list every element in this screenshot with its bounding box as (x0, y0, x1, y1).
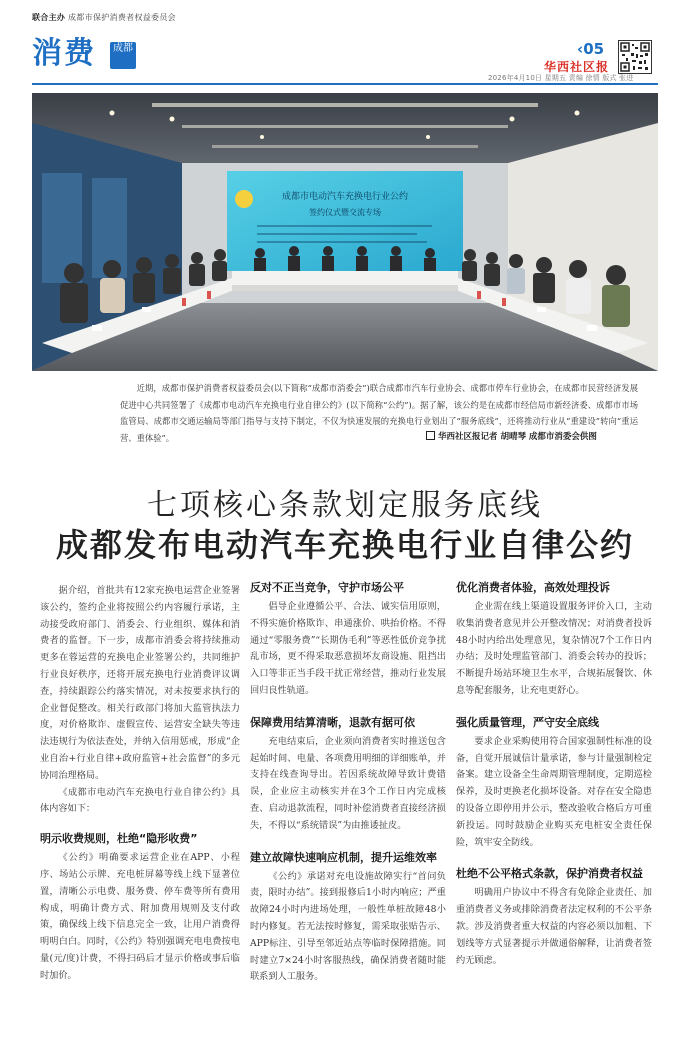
subheading-format-clauses: 杜绝不公平格式条款，保护消费者权益 (456, 867, 643, 881)
page-arrow-icon: ‹ (577, 40, 584, 58)
article-paragraph: 企业需在线上渠道设置服务评价入口，主动收集消费者意见并公开整改情况；对消费者投诉48小时内给出处理意见，复杂情况7个工作日内办结；及时处理监管部门、消委会转办的投诉；不断提升场站环境卫生水平，合规拓展餐饮、休息等配套服务，让充电更舒心。 (456, 601, 652, 696)
article-paragraph: 明确用户协议中不得含有免除企业责任、加重消费者义务或排除消费者法定权利的不公平条款。涉及消费者重大权益的内容必须以加粗、下划线等方式显著提示并做通俗解释，让消费者签约无顾虑。 (456, 887, 652, 966)
subheading-fee-rules: 明示收费规则，杜绝“隐形收费” (40, 832, 198, 846)
photo-caption: 近期，成都市保护消费者权益委员会(以下简称“成都市消委会”)联合成都市汽车行业协会、成都市停车行业协会，在成都市民营经济发展促进中心共同签署了《成都市电动汽车充换电行业自律公约》(以下简称“公约”)。据了解，该公约是在成都市经信局市新经济委、成都市市场监管局、成都市交通运输局等部门指导与支持下制定，不仅为快速发展的充换电行业划出了“服务底线”，还将推动行业从“重建设”转向“重运营、重体验”。 (120, 383, 638, 443)
qr-code-icon (618, 40, 652, 74)
headline-upper: 七项核心条款划定服务底线 (147, 488, 543, 523)
credit-box-icon (426, 431, 435, 440)
article-paragraph: 要求企业采购使用符合国家强制性标准的设备，自觉开展诚信计量承诺，参与计量强制检定备案。建立设备全生命周期管理制度，定期巡检保养，及时更换老化损坏设备。对存在安全隐患的设备立即停用并公示，整改验收合格后方可重新投运。同时鼓励企业购买充电桩安全责任保险，筑牢安全防线。 (456, 735, 652, 848)
article-column-2 (250, 579, 446, 986)
headline-main: 成都发布电动汽车充换电行业自律公约 (55, 526, 634, 564)
newspaper-name: 华西社区报 (544, 60, 610, 74)
article-column-3 (456, 579, 652, 969)
article-paragraph: 《成都市电动汽车充换电行业自律公约》具体内容如下： (40, 786, 240, 815)
screen-subtitle: 签约仪式暨交流专场 (309, 208, 381, 217)
subheading-fault-response: 建立故障快速响应机制，提升运维效率 (250, 850, 437, 864)
section-title: 消费 (32, 36, 96, 71)
article-paragraph: 倡导企业遵循公平、合法、诚实信用原则，不得实施价格欺诈、串通涨价、哄抬价格。不得通过“零服务费”“长期伪毛利”等恶性低价竞争扰乱市场，更不得采取恶意损坏友商设施、阻挡出入口等非正当手段干扰正常经营，推动行业发展回归良性轨道。 (250, 601, 446, 696)
subheading-safety: 强化质量管理，严守安全底线 (456, 715, 599, 729)
screen-title: 成都市电动汽车充换电行业公约 (281, 192, 409, 202)
sponsor-text: 成都市保护消费者权益委员会 (68, 13, 176, 22)
article-paragraph: 充电结束后，企业须向消费者实时推送包含起始时间、电量、各项费用明细的详细账单，并支持在线查询导出。若因系统故障导致计费错误，企业应主动核实并在3个工作日内完成核查、启动退款流程，同时补偿消费者直接经济损失，不得以“系统错误”为由推诿扯皮。 (250, 735, 446, 831)
credit-text: 华西社区报记者 胡晴琴 成都市消委会供图 (438, 432, 597, 442)
article-column-1 (40, 583, 240, 985)
section-subtitle: 成都 (110, 42, 136, 69)
photo-credit (426, 430, 597, 442)
sponsor-label: 联合主办 (32, 13, 66, 22)
article-paragraph: 《公约》承诺对充电设施故障实行“首问负责，限时办结”。接到报修后1小时内响应；严重故障24小时内进场处理，一般性单桩故障48小时内修复。若无法按时修复，需采取张贴告示、APP标注、引导至邻近站点等临时保障措施。同时建立7×24小时客服热线，确保消费者随时能联系到人工服务。 (250, 870, 446, 983)
signing-ceremony-photo (32, 93, 658, 371)
page-number-text: 05 (583, 40, 605, 58)
subheading-experience: 优化消费者体验，高效处理投诉 (456, 581, 610, 594)
date-line: 2026年4月10日 星期五 责编 徐情 版式 张进 (488, 74, 634, 82)
subheading-billing: 保障费用结算清晰，退款有据可依 (250, 715, 415, 729)
subheading-fair-competition: 反对不正当竞争，守护市场公平 (250, 581, 404, 594)
header-rule (32, 83, 658, 85)
article-paragraph: 据介绍，首批共有12家充换电运营企业签署该公约，签约企业将按照公约内容履行承诺，主动接受政府部门、消委会、行业组织、媒体和消费者的监督。下一步，成都市消委会将持续推动更多在蓉运营的充换电企业签署公约，共同维护行业良好秩序，还将开展充换电行业消费评议调查，持续跟踪公约落实情况，对未按要求执行的企业督促整改。相关行政部门将加大监管执法力度，对价格欺诈、虚假宣传、运营安全缺失等违法违规行为依法查处，并纳入信用惩戒，形成“企业自治+行业自律+政府监管+社会监督”的多元协同治理格局。 (40, 585, 240, 781)
sponsor-line (32, 12, 176, 23)
page-number (577, 40, 604, 58)
article-paragraph: 《公约》明确要求运营企业在APP、小程序、场站公示牌、充电桩屏幕等线上线下显著位置，清晰公示电费、服务费、停车费等所有费用构成，明确计费方式、附加费用规则及支付政策，确保线上线下信息完全一致，让用户消费得明明白白。同时，《公约》特别强调充电电费按电量(元/度)计费，不得扫码后才显示价格或事后临时加价。 (40, 852, 240, 981)
